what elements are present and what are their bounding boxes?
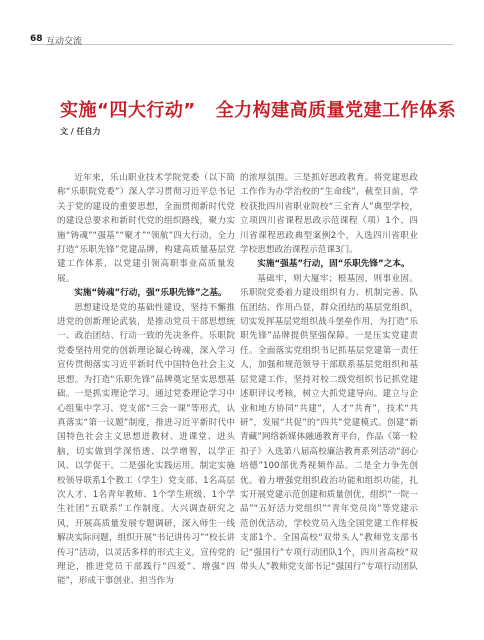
zhuhun-paragraph-continued: 的浓厚氛围。三是抓好思政教育。将党建思政工作作为办学治校的“生命线”，截至目前，学校获批四川省职业院校“三全育人”典型学校，立项四川省课程思政示范课程（项）1个、四川省课程思政典型案例2个，入选四川省职业学校思想政治课程示范课3门。 [240, 173, 418, 256]
page-header-rule [30, 30, 454, 45]
article-title-part2: 全力构建高质量党建工作体系 [215, 100, 457, 121]
page-number: 68 [30, 34, 43, 44]
section-heading-zhuhun: 实施“铸魂”行动，强“乐职先锋”之基。 [74, 288, 227, 299]
zhuhun-paragraph: 思想建设是党的基础性建设，坚持不懈推进党的创新理论武装，是推动党员干部思想统一、政治团结、行动一致的先决条件。乐职院党委坚持用党的创新理论凝心铸魂，深入学习宣传贯彻落实习近平新时代中国特色社会主义思想。为打造“乐职先锋”品牌奠定坚实思想基础。一是抓实理论学习。通过党委理论学习中心组集中学习、党支部“三会一课”等形式，认真落实“第一议题”制度，推进习近平新时代中国特色社会主义思想进教材、进课堂、进头脑，切实做到学深悟透、以学增智，以学正风、以学促干。二是强化实践运用。制定实施校领导联系1个教工（学生）党支部、1名高层次人才、1名青年教师、1个学生班级、1个学生社团“五联系”工作制度。大兴调查研究之风，开展高质量发展专题调研，深入师生一线解决实际问题，组织开展“书记讲传习”“校长讲传习”活动，以灵活多样的形式主义，宣传党的理论，推进党员干部践行“四爱”、增强“四能”，形成干事创业、担当作为 [57, 302, 235, 587]
article-author: 文 / 任自力 [60, 127, 101, 136]
left-column [57, 171, 235, 589]
right-column [240, 171, 418, 574]
article-title-part1: 实施“四大行动” [60, 100, 196, 121]
section-name: 互动交流 [46, 37, 83, 47]
intro-paragraph: 近年来，乐山职业技术学院党委（以下简称“乐职院党委”）深入学习贯彻习近平总书记关于党的建设的重要思想，全面贯彻新时代党的建设总要求和新时代党的组织路线，聚力实施“铸魂”“强基”“聚才”“领航”四大行动，全力打造“乐职先锋”党建品牌，构建高质量基层党建工作体系，以党建引领高职事业高质量发展。 [57, 173, 235, 284]
article-title [60, 96, 456, 122]
qiangji-paragraph: 基础牢，则大厦牢；根基固，则事业固。乐职院党委着力建设组织有力、机制完善、队伍团结、作用凸显，群众团结的基层党组织，切实发挥基层党组织战斗堡垒作用，为打造“乐职先锋”品牌提供坚强保障。一是压实党建责任。全面落实党组织书记抓基层党建第一责任人，加强和规范领导干部联系基层党组织和基层党建工作，坚持对校二级党组织书记抓党建述职评议考核，树立大抓党建导向。建立与企业和地方协同“共建”，人才“共育”，技术“共研”，发展“共促”的“四共”党建模式。创建“新青藏”网络新媒体融通教育平台，作品《第一粒扣子》入选第八届高校廉洁教育系列活动“润心培德”100部优秀视频作品。二是全力争先创优。着力增强党组织政治功能和组织功能，扎实开展党建示范创建和质量创优，组织“一院一品”“五好活力党组织”“青年党员岗”等党建示范创优活动，学校党员入选全国党建工作样板支部1个、全国高校“双带头人”教师党支部书记“强国行”专项行动团队1个，四川省高校“双带头人”教师党支部书记“强国行”专项行动团队 [240, 273, 418, 572]
section-heading-qiangji: 实施“强基”行动，固“乐职先锋”之本。 [257, 259, 410, 270]
